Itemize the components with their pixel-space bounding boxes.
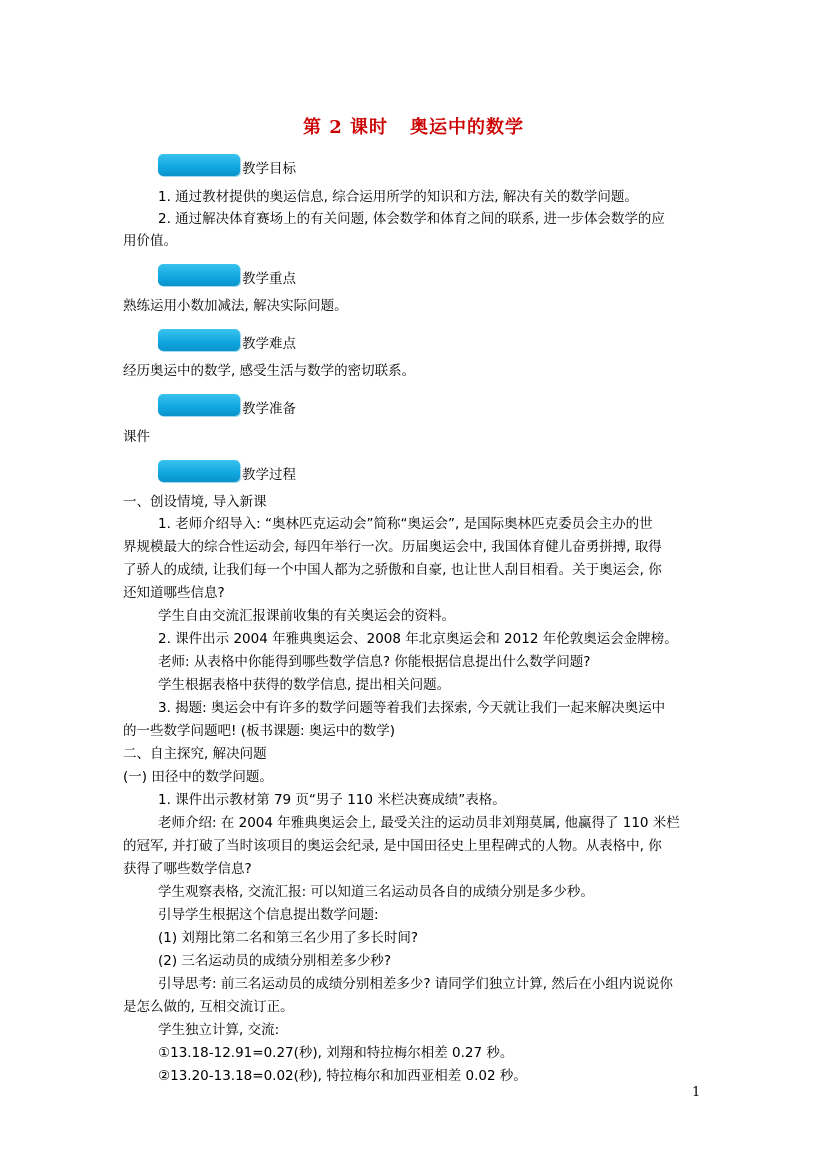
- process-question-1: (1) 刘翔比第二名和第三名少用了多长时间?: [158, 930, 419, 946]
- goal-line-3: 用价值。: [123, 233, 177, 249]
- section-label: 教学目标: [242, 161, 296, 177]
- process-subheading: (一) 田径中的数学问题。: [123, 769, 273, 785]
- process-line: 学生根据表格中获得的数学信息, 提出相关问题。: [158, 677, 451, 693]
- section-label: 教学重点: [242, 271, 296, 287]
- section-label: 教学过程: [242, 467, 296, 483]
- process-line: 获得了哪些数学信息?: [123, 861, 252, 877]
- section-tab-bar: [158, 460, 240, 482]
- section-label: 教学准备: [242, 401, 296, 417]
- goal-line-1: 1. 通过教材提供的奥运信息, 综合运用所学的知识和方法, 解决有关的数学问题。: [158, 189, 638, 205]
- key-point-line-1: 熟练运用小数加减法, 解决实际问题。: [123, 298, 348, 314]
- preparation-line-1: 课件: [123, 429, 150, 445]
- goal-line-2: 2. 通过解决体育赛场上的有关问题, 体会数学和体育之间的联系, 进一步体会数学的应: [158, 211, 665, 227]
- process-line: 引导思考: 前三名运动员的成绩分别相差多少? 请同学们独立计算, 然后在小组内说说你: [158, 976, 673, 992]
- section-tab-bar: [158, 154, 240, 176]
- section-heading-preparation: [158, 390, 296, 416]
- section-heading-key-points: [158, 260, 296, 286]
- process-line: 引导学生根据这个信息提出数学问题:: [158, 907, 379, 923]
- process-line: 老师: 从表格中你能得到哪些数学信息? 你能根据信息提出什么数学问题?: [158, 654, 591, 670]
- section-tab-bar: [158, 329, 240, 351]
- lesson-title: 奥运中的数学: [410, 117, 525, 138]
- process-line: 3. 揭题: 奥运会中有许多的数学问题等着我们去探索, 今天就让我们一起来解决奥运中: [158, 700, 666, 716]
- process-heading-1: 一、创设情境, 导入新课: [123, 494, 267, 510]
- section-tab-bar: [158, 394, 240, 416]
- lesson-number: 第 2 课时: [302, 117, 389, 138]
- process-line: 界规模最大的综合性运动会, 每四年举行一次。历届奥运会中, 我国体育健儿奋勇拼搏, 取得: [123, 539, 662, 555]
- process-line: 学生观察表格, 交流汇报: 可以知道三名运动员各自的成绩分别是多少秒。: [158, 884, 594, 900]
- section-heading-difficulties: [158, 325, 296, 351]
- process-line: 2. 课件出示 2004 年雅典奥运会、2008 年北京奥运会和 2012 年伦敦奥运会金牌榜。: [158, 631, 678, 647]
- section-tab-bar: [158, 264, 240, 286]
- section-heading-goals: [158, 150, 296, 176]
- process-line: 还知道哪些信息?: [123, 585, 225, 601]
- process-heading-2: 二、自主探究, 解决问题: [123, 746, 267, 762]
- process-line: 老师介绍: 在 2004 年雅典奥运会上, 最受关注的运动员非刘翔莫属, 他赢得了 110 米栏: [158, 815, 680, 831]
- section-heading-process: [158, 456, 296, 482]
- difficulty-line-1: 经历奥运中的数学, 感受生活与数学的密切联系。: [123, 363, 416, 379]
- calculation-2: ②13.20-13.18=0.02(秒), 特拉梅尔和加西亚相差 0.02 秒。: [158, 1068, 527, 1084]
- page-number: 1: [692, 1085, 701, 1100]
- process-question-2: (2) 三名运动员的成绩分别相差多少秒?: [158, 953, 392, 969]
- process-line: 1. 课件出示教材第 79 页“男子 110 米栏决赛成绩”表格。: [158, 792, 506, 808]
- process-line: 的冠军, 并打破了当时该项目的奥运会纪录, 是中国田径史上里程碑式的人物。从表格中, 你: [123, 838, 662, 854]
- process-line: 了骄人的成绩, 让我们每一个中国人都为之骄傲和自豪, 也让世人刮目相看。关于奥运会, 你: [123, 562, 662, 578]
- section-label: 教学难点: [242, 336, 296, 352]
- process-line: 是怎么做的, 互相交流订正。: [123, 999, 294, 1015]
- process-line: 学生自由交流汇报课前收集的有关奥运会的资料。: [158, 608, 455, 624]
- process-line: 1. 老师介绍导入: “奥林匹克运动会”简称“奥运会”, 是国际奥林匹克委员会主办的世: [158, 516, 653, 532]
- process-line: 的一些数学问题吧! (板书课题: 奥运中的数学): [123, 723, 396, 739]
- calculation-1: ①13.18-12.91=0.27(秒), 刘翔和特拉梅尔相差 0.27 秒。: [158, 1045, 514, 1061]
- page-title: [0, 113, 827, 139]
- process-line: 学生独立计算, 交流:: [158, 1022, 280, 1038]
